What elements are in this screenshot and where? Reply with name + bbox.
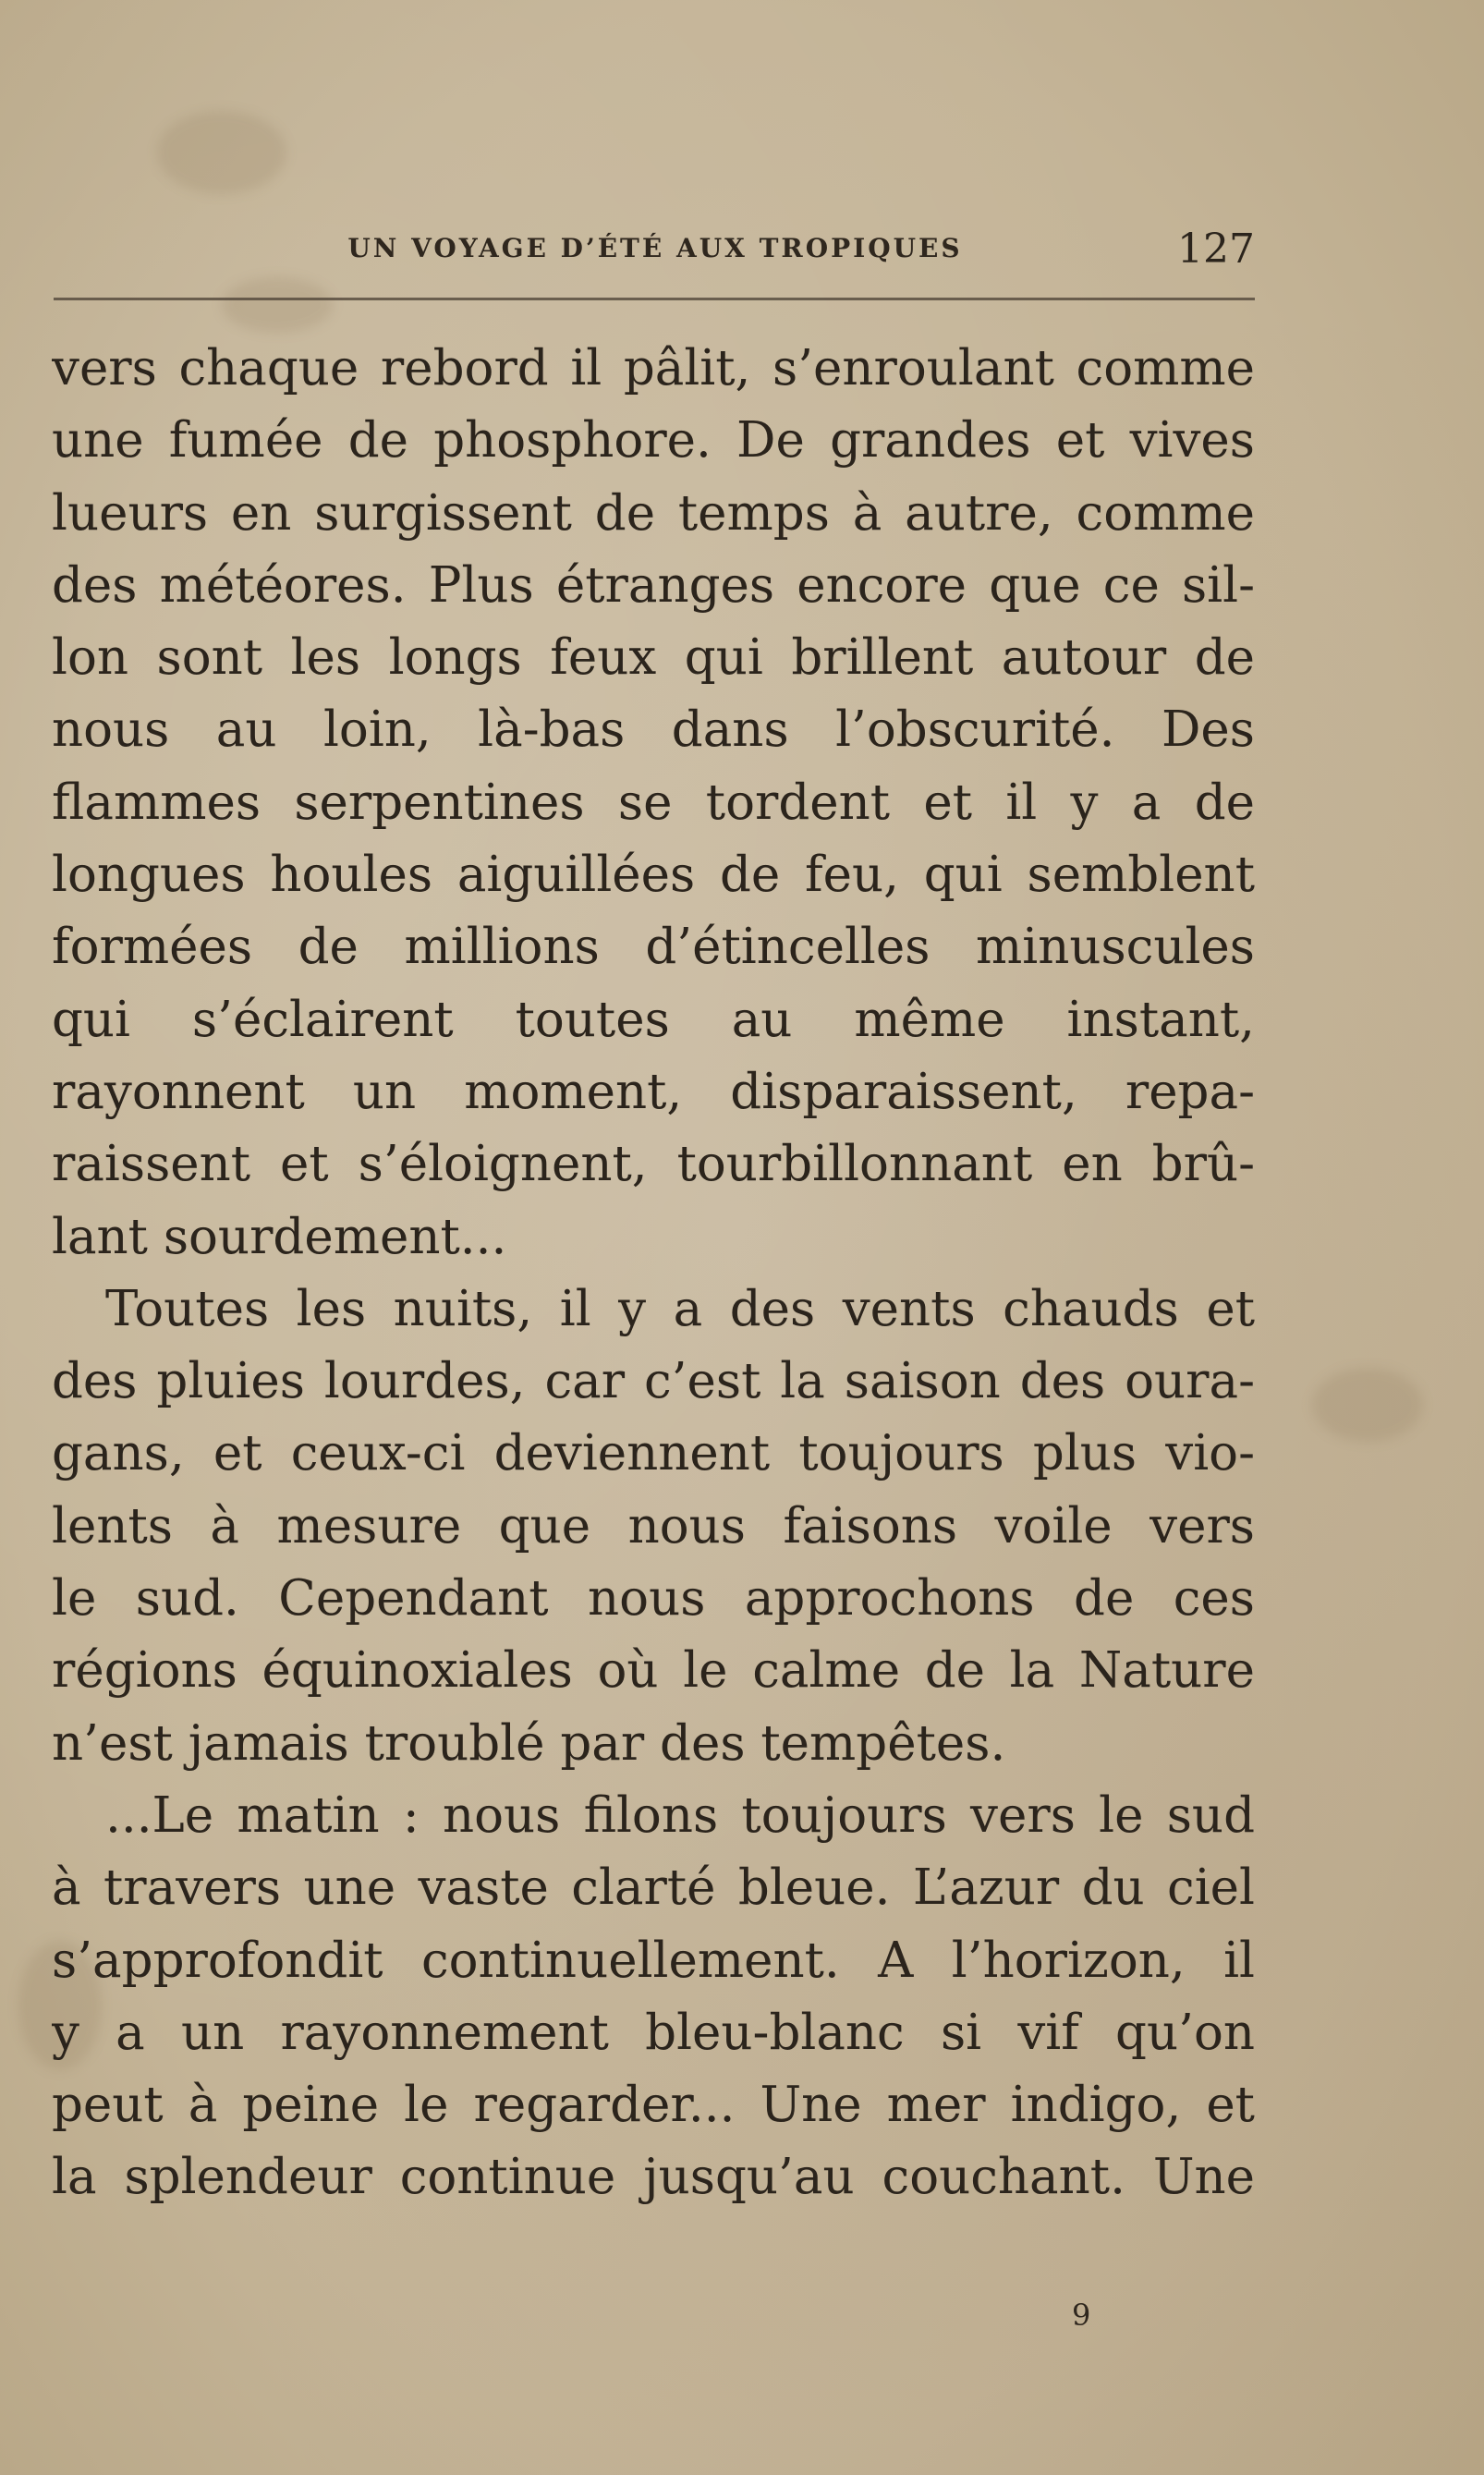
body-text <box>52 333 1255 2214</box>
text-line: gans, et ceux-ci deviennent toujours plus vio- <box>52 1425 1255 1482</box>
text-line: vers chaque rebord il pâlit, s’enroulant comme <box>52 340 1255 396</box>
text-line: s’approfondit continuellement. A l’horizon, il <box>52 1932 1255 1989</box>
text-line: nous au loin, là-bas dans l’obscurité. Des <box>52 701 1255 759</box>
foxing-stain <box>157 111 286 194</box>
text-line: régions équinoxiales où le calme de la Nature <box>52 1642 1255 1700</box>
running-title: UN VOYAGE D’ÉTÉ AUX TROPIQUES <box>347 233 963 263</box>
foxing-stain <box>1312 1368 1423 1442</box>
text-line: peut à peine le regarder... Une mer indigo, et <box>52 2077 1255 2134</box>
foxing-stain <box>222 277 333 333</box>
text-line: y a un rayonnement bleu-blanc si vif qu’on <box>52 2004 1255 2061</box>
text-line: ...Le matin : nous filons toujours vers le sud <box>105 1786 1255 1844</box>
text-line: Toutes les nuits, il y a des vents chauds et <box>105 1280 1255 1337</box>
text-line: le sud. Cependant nous approchons de ces <box>52 1570 1255 1628</box>
text-line: à travers une vaste clarté bleue. L’azur du ciel <box>52 1859 1255 1917</box>
text-line: lon sont les longs feux qui brillent autour de <box>52 629 1255 687</box>
page-number: 127 <box>1177 226 1255 273</box>
text-line: formées de millions d’étincelles minuscules <box>52 919 1255 976</box>
text-line: raissent et s’éloignent, tourbillonnant en brû- <box>52 1136 1255 1193</box>
text-line: lant sourdement... <box>52 1208 507 1265</box>
text-line: rayonnent un moment, disparaissent, repa- <box>52 1063 1255 1120</box>
text-line: longues houles aiguillées de feu, qui semblent <box>52 847 1255 904</box>
text-line: la splendeur continue jusqu’au couchant. Une <box>52 2149 1255 2206</box>
page-header <box>55 222 1255 277</box>
text-line: lents à mesure que nous faisons voile vers <box>52 1497 1255 1554</box>
text-line: n’est jamais troublé par des tempêtes. <box>52 1714 1006 1772</box>
text-line: des météores. Plus étranges encore que ce sil- <box>52 556 1255 614</box>
text-line: qui s’éclairent toutes au même instant, <box>52 991 1255 1048</box>
text-line: lueurs en surgissent de temps à autre, comme <box>52 484 1255 542</box>
signature-mark: 9 <box>1072 2298 1091 2333</box>
text-line: une fumée de phosphore. De grandes et vives <box>52 412 1255 469</box>
text-line: flammes serpentines se tordent et il y a de <box>52 774 1255 831</box>
text-line: des pluies lourdes, car c’est la saison des oura- <box>52 1353 1255 1410</box>
header-rule <box>54 298 1255 300</box>
